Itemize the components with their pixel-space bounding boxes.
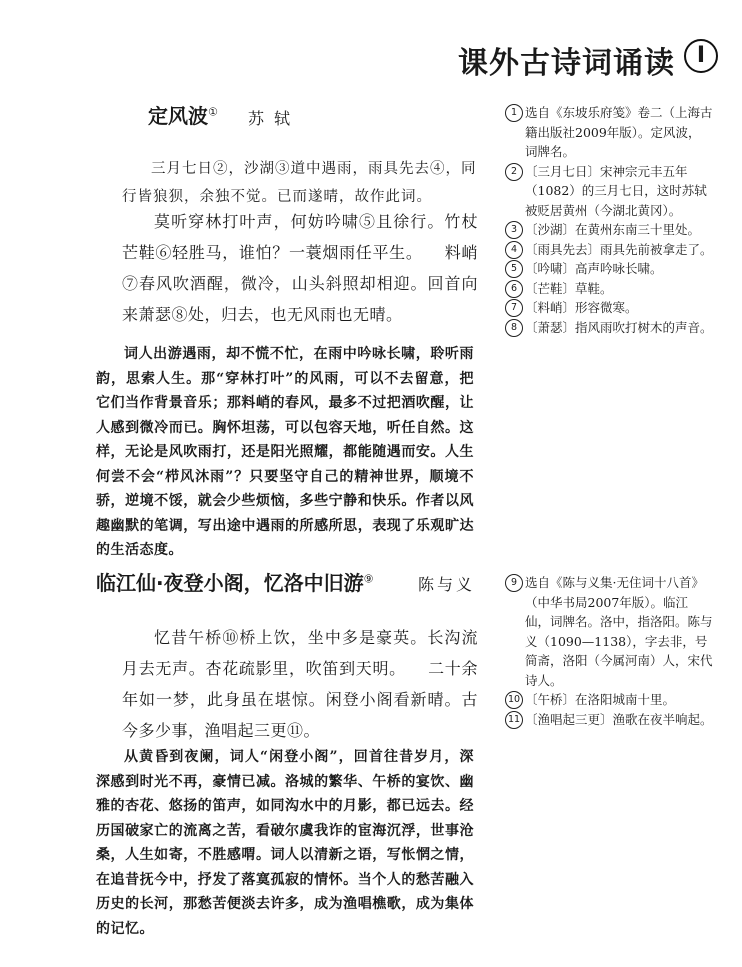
poem-preface: 三月七日②，沙湖③道中遇雨，雨具先去④，同行皆狼狈，余独不觉。已而遂晴，故作此词。 <box>122 161 477 205</box>
footnote-number: 5 <box>505 260 523 278</box>
verse-stanza-1: 莫听穿林打叶声，何妨吟啸⑤且徐行。竹杖芒鞋⑥轻胜马，谁怕？一蓑烟雨任平生。 <box>122 212 478 262</box>
footnote <box>505 162 713 221</box>
poem-commentary: 词人出游遇雨，却不慌不忙，在雨中吟咏长啸，聆听雨韵，思索人生。那“穿林打叶”的风雨，可以不去留意，把它们当作背景音乐；那料峭的春风，最多不过把酒吹醒，让人感到微冷而已。胸怀坦荡，可以包容天地，听任自然。这样，无论是风吹雨打，还是阳光照耀，都能随遇而安。人生何尝不会“栉风沐雨”？只要坚守自己的精神世界，顺境不骄，逆境不馁，就会少些烦恼，多些宁静和快乐。作者以风趣幽默的笔调，写出途中遇雨的所感所思，表现了乐观旷达的生活态度。 <box>96 346 474 558</box>
section-number-badge <box>684 39 718 73</box>
poem-title <box>148 100 218 129</box>
footnote-number: 11 <box>505 711 523 729</box>
poem-commentary: 从黄昏到夜阑，词人“闲登小阁”，回首往昔岁月，深深感到时光不再，豪情已减。洛城的繁华、午桥的宴饮、幽雅的杏花、悠扬的笛声，如同沟水中的月影，都已远去。经历国破家亡的流离之苦，看破尔虞我诈的宦海沉浮，世事沧桑，人生如寄，不胜感喟。词人以清新之语，写怅惘之情，在追昔抚今中，抒发了落寞孤寂的情怀。当个人的愁苦融入历史的长河，那愁苦便淡去许多，成为渔唱樵歌，成为集体的记忆。 <box>96 749 474 937</box>
footnote <box>505 690 713 710</box>
footnote-number: 2 <box>505 163 523 181</box>
footnote-number: 9 <box>505 574 523 592</box>
footnote <box>505 573 713 690</box>
section-title: 课外古诗词诵读 <box>458 46 675 81</box>
footnote <box>505 318 713 338</box>
footnote <box>505 220 713 240</box>
footnote-text: 〔午桥〕在洛阳城南十里。 <box>525 692 676 707</box>
footnote-number: 10 <box>505 691 523 709</box>
footnote <box>505 279 713 299</box>
footnote-text: 〔渔唱起三更〕渔歌在夜半响起。 <box>525 711 713 727</box>
footnote-text: 〔料峭〕形容微寒。 <box>525 300 638 315</box>
footnote <box>505 103 713 162</box>
footnote <box>505 259 713 279</box>
section-number: Ⅰ <box>696 43 706 68</box>
footnote-number: 3 <box>505 221 523 239</box>
footnote-marker: ⑨ <box>363 572 374 586</box>
footnote-text: 〔芒鞋〕草鞋。 <box>525 280 613 296</box>
footnote-number: 4 <box>505 241 523 259</box>
poem-title-text: 定风波 <box>148 104 208 128</box>
footnote <box>505 298 713 318</box>
verse-stanza-2: 二十余年如一梦，此身虽在堪惊。闲登小阁看新晴。古今多少事，渔唱起三更⑪。 <box>122 659 478 740</box>
footnote-marker: ① <box>208 105 218 119</box>
footnote <box>505 240 713 260</box>
footnote-text: 〔萧瑟〕指风雨吹打树木的声音。 <box>525 319 713 335</box>
section-header <box>458 36 728 81</box>
poem-title-text: 临江仙·夜登小阁，忆洛中旧游 <box>96 571 364 595</box>
footnote-text: 选自《东坡乐府笺》卷二（上海古籍出版社2009年版）。定风波，词牌名。 <box>525 105 713 159</box>
verse-stanza-2: 料峭⑦春风吹酒醒，微冷，山头斜照却相迎。回首向来萧瑟⑧处，归去，也无风雨也无晴。 <box>122 243 478 324</box>
footnote-number: 1 <box>505 104 523 122</box>
footnote-text: 〔雨具先去〕雨具先前被拿走了。 <box>525 241 713 257</box>
footnote <box>505 710 713 730</box>
verse-stanza-1: 忆昔午桥⑩桥上饮，坐中多是豪英。长沟流月去无声。杏花疏影里，吹笛到天明。 <box>122 628 478 678</box>
footnote-number: 8 <box>505 319 523 337</box>
poem-verse <box>122 622 478 746</box>
poem-verse <box>122 206 478 330</box>
footnote-text: 〔沙湖〕在黄州东南三十里处。 <box>525 222 701 237</box>
poem-author: 陈与义 <box>418 575 476 594</box>
footnote-number: 7 <box>505 299 523 317</box>
footnote-number: 6 <box>505 280 523 298</box>
footnote-text: 〔三月七日〕宋神宗元丰五年（1082）的三月七日，这时苏轼被贬居黄州（今湖北黄冈）。 <box>525 163 707 218</box>
poem-title <box>96 567 373 596</box>
footnotes-list <box>505 103 713 337</box>
poem-author: 苏轼 <box>248 109 301 128</box>
footnotes-list <box>505 573 713 729</box>
footnote-text: 选自《陈与义集·无住词十八首》（中华书局2007年版）。临江仙，词牌名。洛中，指洛阳。陈与义（1090—1138），字去非，号简斋，洛阳（今属河南）人，宋代诗人。 <box>525 575 713 688</box>
footnote-text: 〔吟啸〕高声吟咏长啸。 <box>525 261 663 276</box>
